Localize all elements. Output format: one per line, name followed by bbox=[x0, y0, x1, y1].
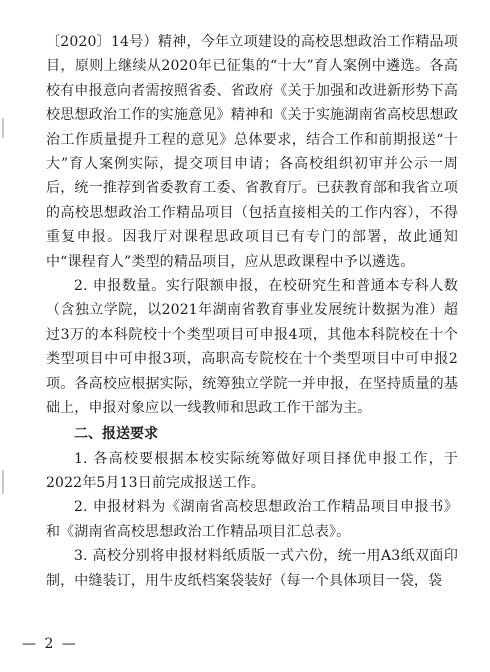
requirement-item-1: 1. 各高校要根据本校实际统筹做好项目择优申报工作，于2022年5月13日前完成报送工作。 bbox=[46, 450, 458, 491]
binding-edge-mark bbox=[2, 118, 4, 138]
requirement-item-2: 2. 申报材料为《湖南省高校思想政治工作精品项目申报书》和《湖南省高校思想政治工作精品项目汇总表》。 bbox=[46, 499, 458, 540]
page-number: — 2 — bbox=[22, 636, 78, 652]
section-heading: 二、报送要求 bbox=[74, 425, 158, 442]
paragraph-project-selection: 〔2020〕14号）精神，今年立项建设的高校思想政治工作精品项目，原则上继续从2020年已征集的“十大”育人案例中遴选。各高校有申报意向者需按照省委、省政府《关于加强和改进新形势下高校思想政治工作的实施意见》精神和《关于实施湖南省高校思想政治工作质量提升工程的意见》总体要求，结合工作和前期报送“十大”育人案例实际，提交项目申请；各高校组织初审并公示一周后，统一推荐到省委教育工委、省教育厅。已获教育部和我省立项的高校思想政治工作精品项目（包括直接相关的工作内容），不得重复申报。因我厅对课程思政项目已有专门的部署，故此通知中“课程育人”类型的精品项目，应从思政课程中予以遴选。 bbox=[46, 34, 458, 270]
binding-edge-mark bbox=[2, 470, 4, 494]
paragraph-application-quota: 2. 申报数量。实行限额申报，在校研究生和普通本专科人数（含独立学院，以2021年湖南省教育事业发展统计数据为准）超过3万的本科院校十个类型项目可申报4项，其他本科院校在十个类型项目中可申报3项，高职高专院校在十个类型项目中可申报2项。各高校应根据实际，统筹独立学院一并申报，在坚持质量的基础上，申报对象应以一线教师和思政工作干部为主。 bbox=[46, 278, 458, 417]
document-page bbox=[46, 30, 458, 593]
requirement-item-3: 3. 高校分别将申报材料纸质版一式六份，统一用A3纸双面印制，中缝装订，用牛皮纸档案袋装好（每一个具体项目一袋，袋 bbox=[46, 548, 458, 589]
